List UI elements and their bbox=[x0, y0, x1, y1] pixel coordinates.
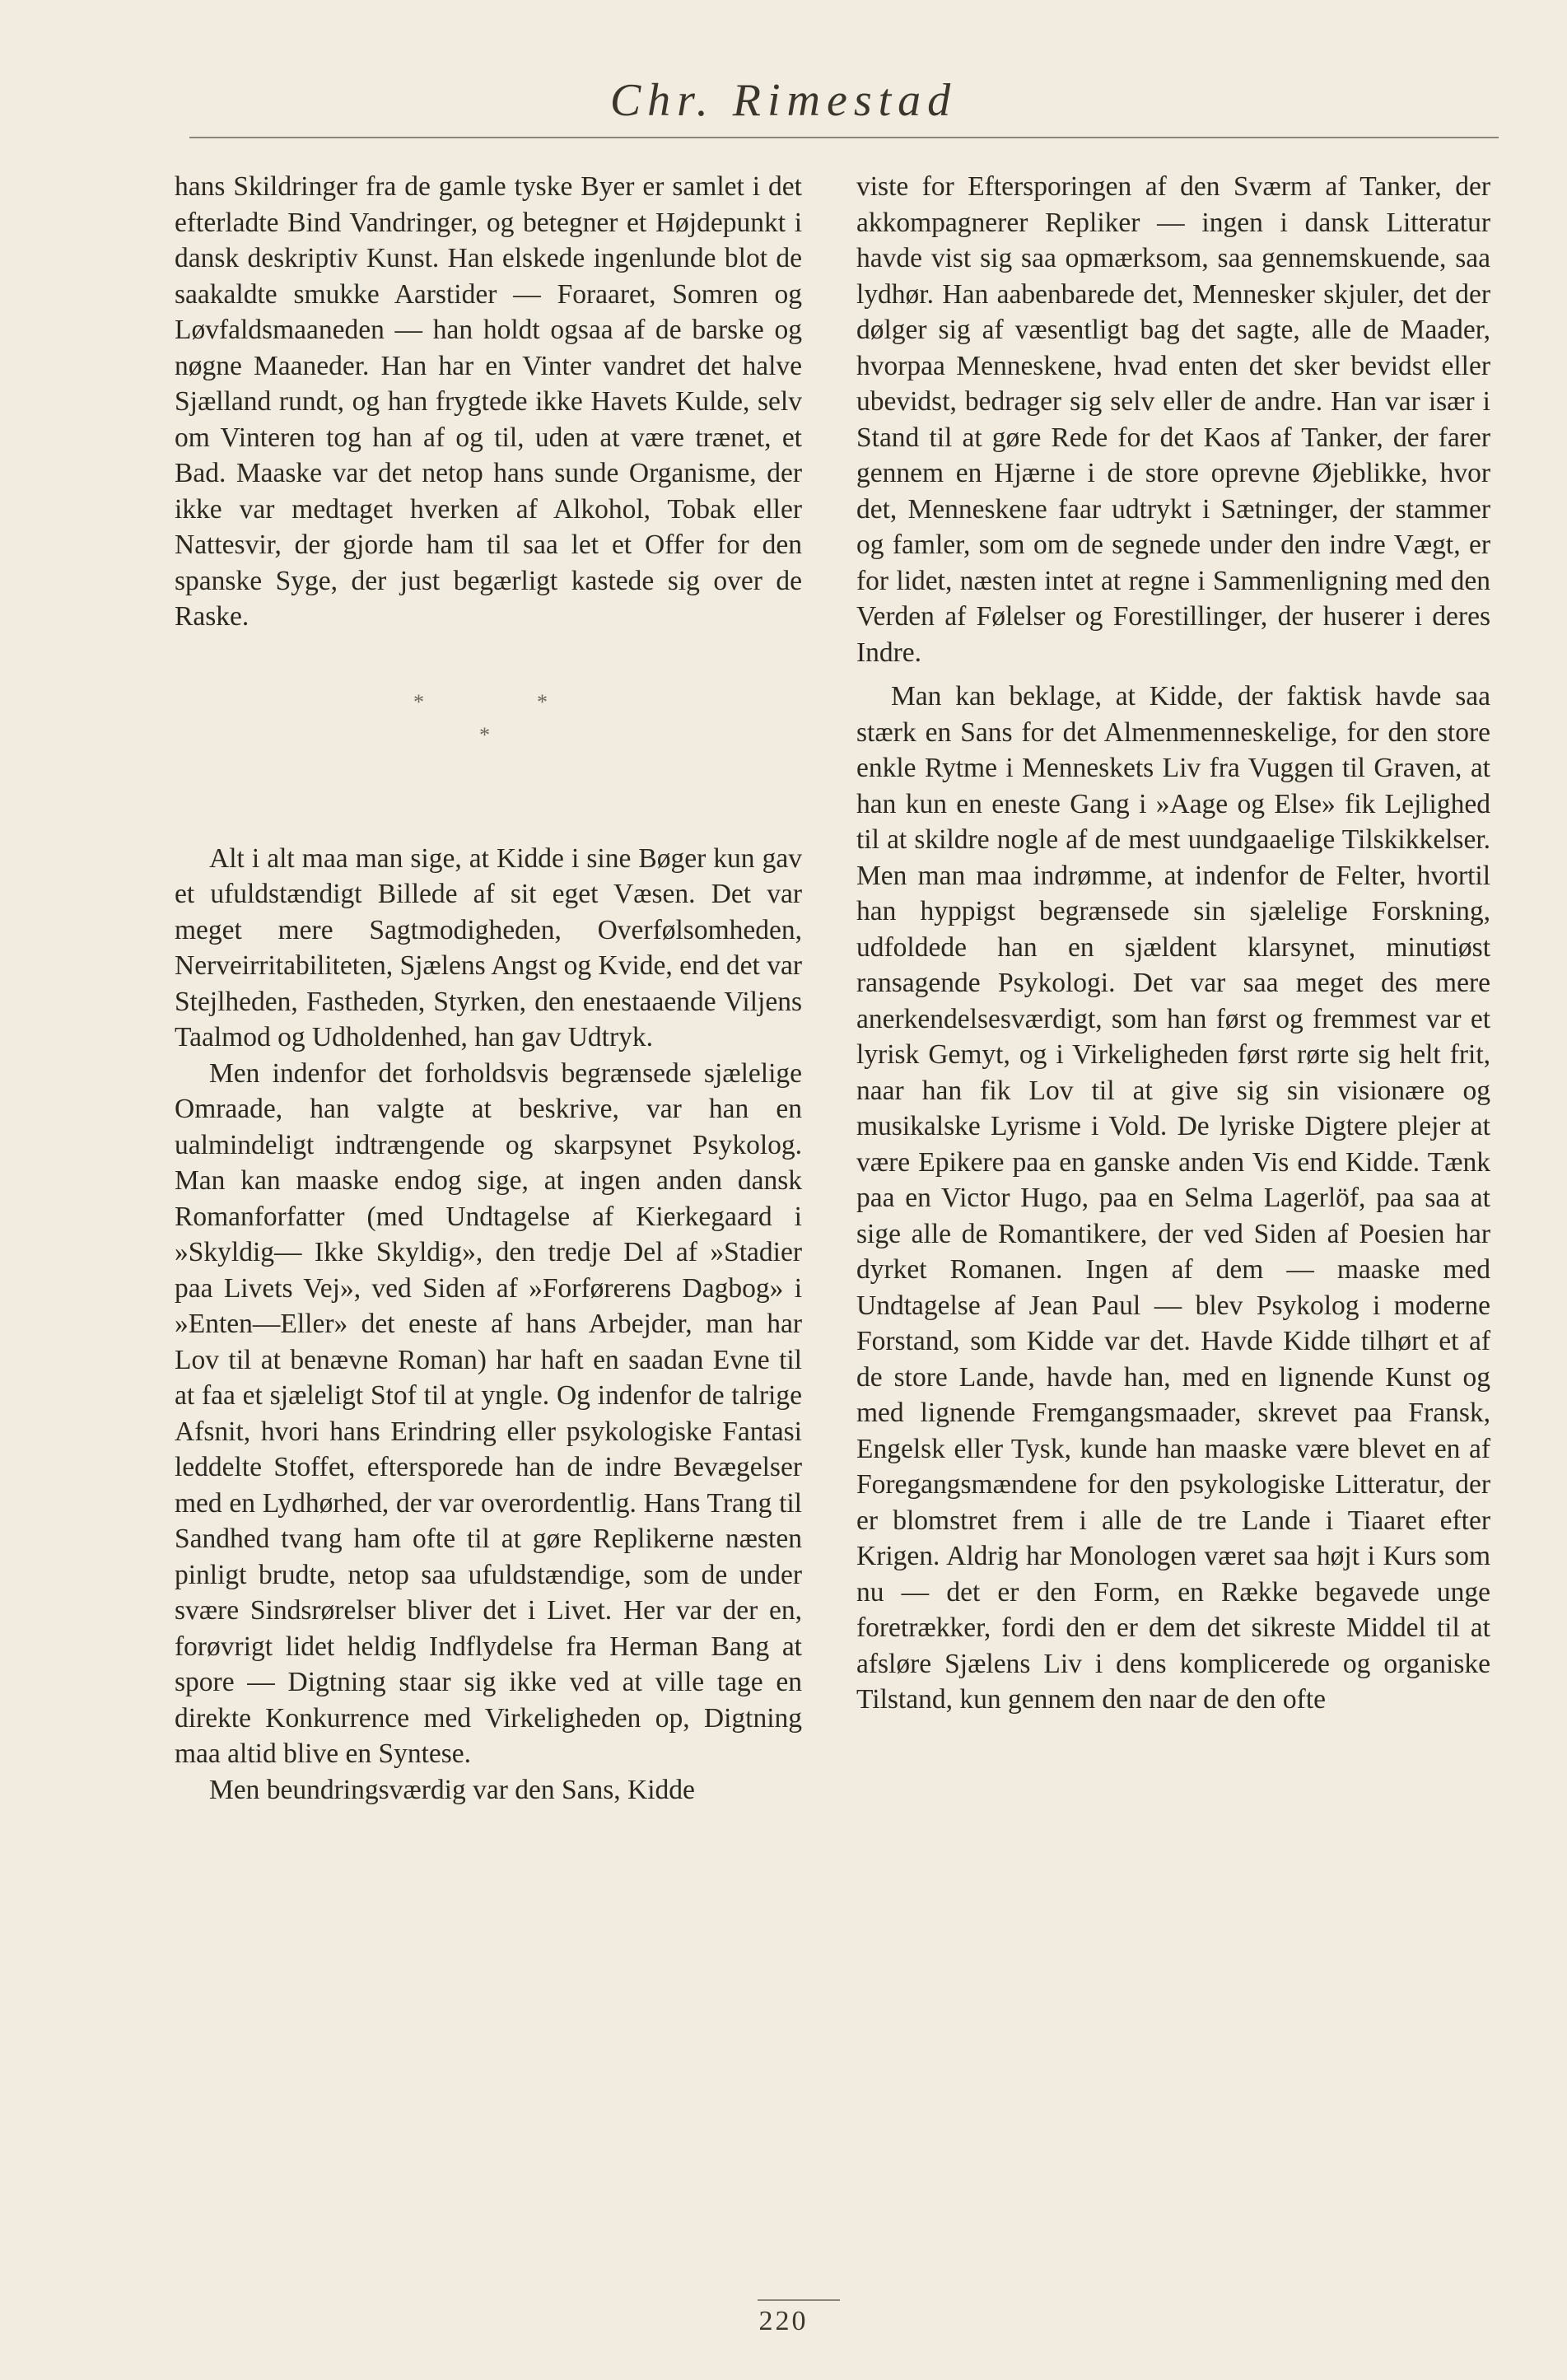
section-ornament bbox=[175, 635, 802, 841]
paragraph: hans Skildringer fra de gamle tyske Byer er samlet i det efterladte Bind Vandringer, og betegner et Højdepunkt i dansk deskriptiv Kunst. Han elskede ingenlunde blot de saakaldte smukke Aarstider — Foraaret, Somren og Løvfaldsmaaneden — han holdt ogsaa af de barske og nøgne Maaneder. Han har en Vinter vandret det halve Sjælland rundt, og han frygtede ikke Havets Kulde, selv om Vinteren tog han af og til, uden at være trænet, et Bad. Maaske var det netop hans sunde Organisme, der ikke var medtaget hverken af Alkohol, Tobak eller Nattesvir, der gjorde ham til saa let et Offer for den spanske Syge, der just begærligt kastede sig over de Raske. bbox=[175, 171, 802, 632]
paragraph: Men indenfor det forholdsvis begrænsede sjælelige Omraade, han valgte at beskrive, var han en ualmindeligt indtrængende og skarpsynet Psykolog. Man kan maaske endog sige, at ingen anden dansk Romanforfatter (med Undtagelse af Kierkegaard i »Skyldig— Ikke Skyldig», den tredje Del af »Stadier paa Livets Vej», ved Siden af »Forførerens Dagbog» i »Enten—Eller» det eneste af hans Arbejder, man har Lov til at benævne Roman) har haft en saadan Evne til at faa et sjæleligt Stof til at yngle. Og indenfor de talrige Afsnit, hvori hans Erindring eller psykologiske Fantasi leddelte Stoffet, eftersporede han de indre Bevægelser med en Lydhørhed, der var overordentlig. Hans Trang til Sandhed tvang ham ofte til at gøre Replikerne næsten pinligt brudte, netop saa ufuldstændige, som de under svære Sindsrørelser bliver det i Livet. Her var der en, forøvrigt lidet heldig Indflydelse fra Herman Bang at spore — Digtning staar sig ikke ved at ville tage en direkte Konkurrence med Virkeligheden op, Digtning maa altid blive en Syntese. bbox=[175, 1057, 802, 1769]
asterisk-ornament: * bbox=[479, 722, 490, 747]
header-rule bbox=[189, 137, 1499, 138]
paragraph: Alt i alt maa man sige, at Kidde i sine Bøger kun gav et ufuldstændigt Billede af sit eget Væsen. Det var meget mere Sagtmodigheden, Overfølsomheden, Nerveirritabiliteten, Sjælens Angst og Kvide, end det var Stejlheden, Fastheden, Styrken, den enestaaende Viljens Taalmod og Udholdenhed, han gav Udtryk. bbox=[175, 842, 802, 1052]
left-column bbox=[175, 169, 802, 1808]
page-number: 220 bbox=[758, 2306, 809, 2336]
paragraph: Man kan beklage, at Kidde, der faktisk havde saa stærk en Sans for det Almenmenneskelige, for den store enkle Rytme i Menneskets Liv fra Vuggen til Graven, at han kun en eneste Gang i »Aage og Else» fik Lejlighed til at skildre nogle af de mest uundgaaelige Tilskikkelser. Men man maa indrømme, at indenfor de Felter, hvortil han hyppigst begrænsede sin sjælelige Forskning, udfoldede han en sjældent klarsynet, minutiøst ransagende Psykologi. Det var saa meget des mere anerkendelsesværdigt, som han først og fremmest var et lyrisk Gemyt, og i Virkeligheden først rørte sig helt frit, naar han fik Lov til at give sig sin visionære og musikalske Lyrisme i Vold. De lyriske Digtere plejer at være Epikere paa en ganske anden Vis end Kidde. Tænk paa en Victor Hugo, paa en Selma Lagerlöf, paa saa at sige alle de Romantikere, der ved Siden af Poesien har dyrket Romanen. Ingen af dem — maaske med Undtagelse af Jean Paul — blev Psykolog i moderne Forstand, som Kidde var det. Havde Kidde tilhørt et af de store Lande, havde han, med en lignende Kunst og med lignende Fremgangsmaader, skrevet paa Fransk, Engelsk eller Tysk, kunde han maaske være blevet en af Foregangsmændene for den psykologiske Litteratur, der er blomstret frem i alle de tre Lande i Tiaaret efter Krigen. Aldrig har Monologen været saa højt i Kurs som nu — det er den Form, en Række begavede unge foretrækker, fordi den er dem det sikreste Middel til at afsløre Sjælens Liv i dens komplicerede og organiske Tilstand, kun gennem den naar de den ofte bbox=[856, 681, 1490, 1715]
paragraph: viste for Eftersporingen af den Sværm af Tanker, der akkompagnerer Repliker — ingen i dansk Litteratur havde vist sig saa opmærksom, saa gennemskuende, saa lydhør. Han aabenbarede det, Mennesker skjuler, det der dølger sig af væsentligt bag det sagte, alle de Maader, hvorpaa Menneskene, hvad enten det sker bevidst eller ubevidst, bedrager sig selv eller de andre. Han var især i Stand til at gøre Rede for det Kaos af Tanker, der farer gennem en Hjærne i de store oprevne Øjeblikke, hvor det, Menneskene faar udtrykt i Sætninger, der stammer og famler, som om de segnede under den indre Vægt, er for lidet, næsten intet at regne i Sammenligning med den Verden af Følelser og Forestillinger, der huserer i deres Indre. bbox=[856, 171, 1490, 668]
asterisk-ornament: * bbox=[537, 689, 548, 714]
paragraph: Men beundringsværdig var den Sans, Kidde bbox=[209, 1774, 695, 1805]
page-number-rule bbox=[758, 2299, 840, 2301]
running-head: Chr. Rimestad bbox=[609, 75, 958, 126]
asterisk-ornament: * bbox=[413, 689, 424, 714]
right-column bbox=[856, 169, 1490, 1718]
